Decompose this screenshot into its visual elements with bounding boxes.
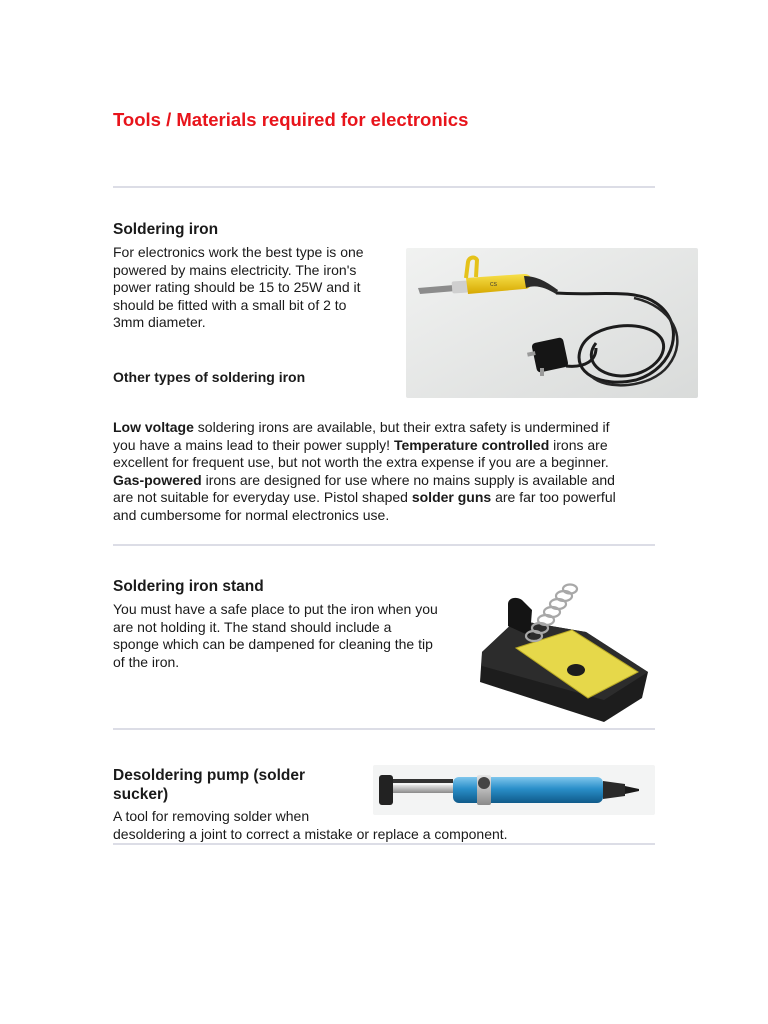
soldering-iron-photo (406, 248, 698, 398)
text-span: irons are (549, 436, 608, 453)
soldering-iron-description (113, 244, 364, 332)
soldering-iron-heading: Soldering iron (113, 221, 219, 238)
bold-term: Gas-powered (113, 471, 202, 488)
stand-description (113, 601, 438, 671)
desoldering-pump-photo (373, 765, 655, 815)
heading-line: Desoldering pump (solder (113, 767, 306, 784)
pump-heading (113, 766, 305, 804)
text-line: A tool for removing solder when (113, 808, 310, 824)
text-line: of the iron. (113, 653, 180, 670)
soldering-stand-illustration (476, 580, 654, 728)
text-span: you have a mains lead to their power supply! (113, 436, 394, 453)
svg-text:CS: CS (490, 282, 497, 288)
text-span: irons are designed for use where no mains supply is available and (201, 471, 615, 488)
text-line: should be fitted with a small bit of 2 to (113, 296, 347, 313)
heading-line: sucker) (113, 786, 169, 803)
text-line (113, 437, 616, 455)
desoldering-pump-illustration (373, 765, 655, 815)
divider (113, 544, 655, 546)
bold-term: Temperature controlled (393, 436, 550, 453)
text-line: are not holding it. The stand should include a (113, 618, 392, 635)
text-line (113, 472, 616, 490)
text-line: power rating should be 15 to 25W and it (113, 279, 361, 296)
soldering-stand-photo (476, 580, 654, 728)
text-line: 3mm diameter. (113, 314, 206, 331)
bold-term: solder guns (411, 489, 492, 506)
text-line (113, 489, 616, 507)
text-span: soldering irons are available, but their extra safety is undermined if (193, 419, 610, 435)
text-span: are far too powerful (491, 489, 616, 506)
divider (113, 843, 655, 845)
text-line (113, 507, 616, 525)
stand-heading: Soldering iron stand (113, 578, 264, 595)
text-span: are not suitable for everyday use. Pistol shaped (113, 489, 412, 506)
divider (113, 728, 655, 730)
other-types-paragraph (113, 419, 616, 525)
text-line: You must have a safe place to put the iron when you (113, 601, 438, 617)
text-line (113, 454, 616, 472)
text-line: desoldering a joint to correct a mistake or replace a component. (113, 825, 508, 842)
text-line: powered by mains electricity. The iron's (113, 261, 357, 278)
page-title: Tools / Materials required for electronics (113, 109, 469, 130)
divider (113, 186, 655, 188)
text-line: For electronics work the best type is one (113, 244, 364, 260)
text-line: sponge which can be dampened for cleaning the tip (113, 636, 433, 653)
soldering-iron-illustration (406, 248, 698, 398)
text-span: and cumbersome for normal electronics use. (113, 506, 390, 523)
text-span: excellent for frequent use, but not worth the extra expense if you are a beginner. (113, 454, 609, 471)
bold-term: Low voltage (113, 419, 194, 435)
other-types-heading: Other types of soldering iron (113, 369, 306, 385)
text-line (113, 419, 616, 437)
